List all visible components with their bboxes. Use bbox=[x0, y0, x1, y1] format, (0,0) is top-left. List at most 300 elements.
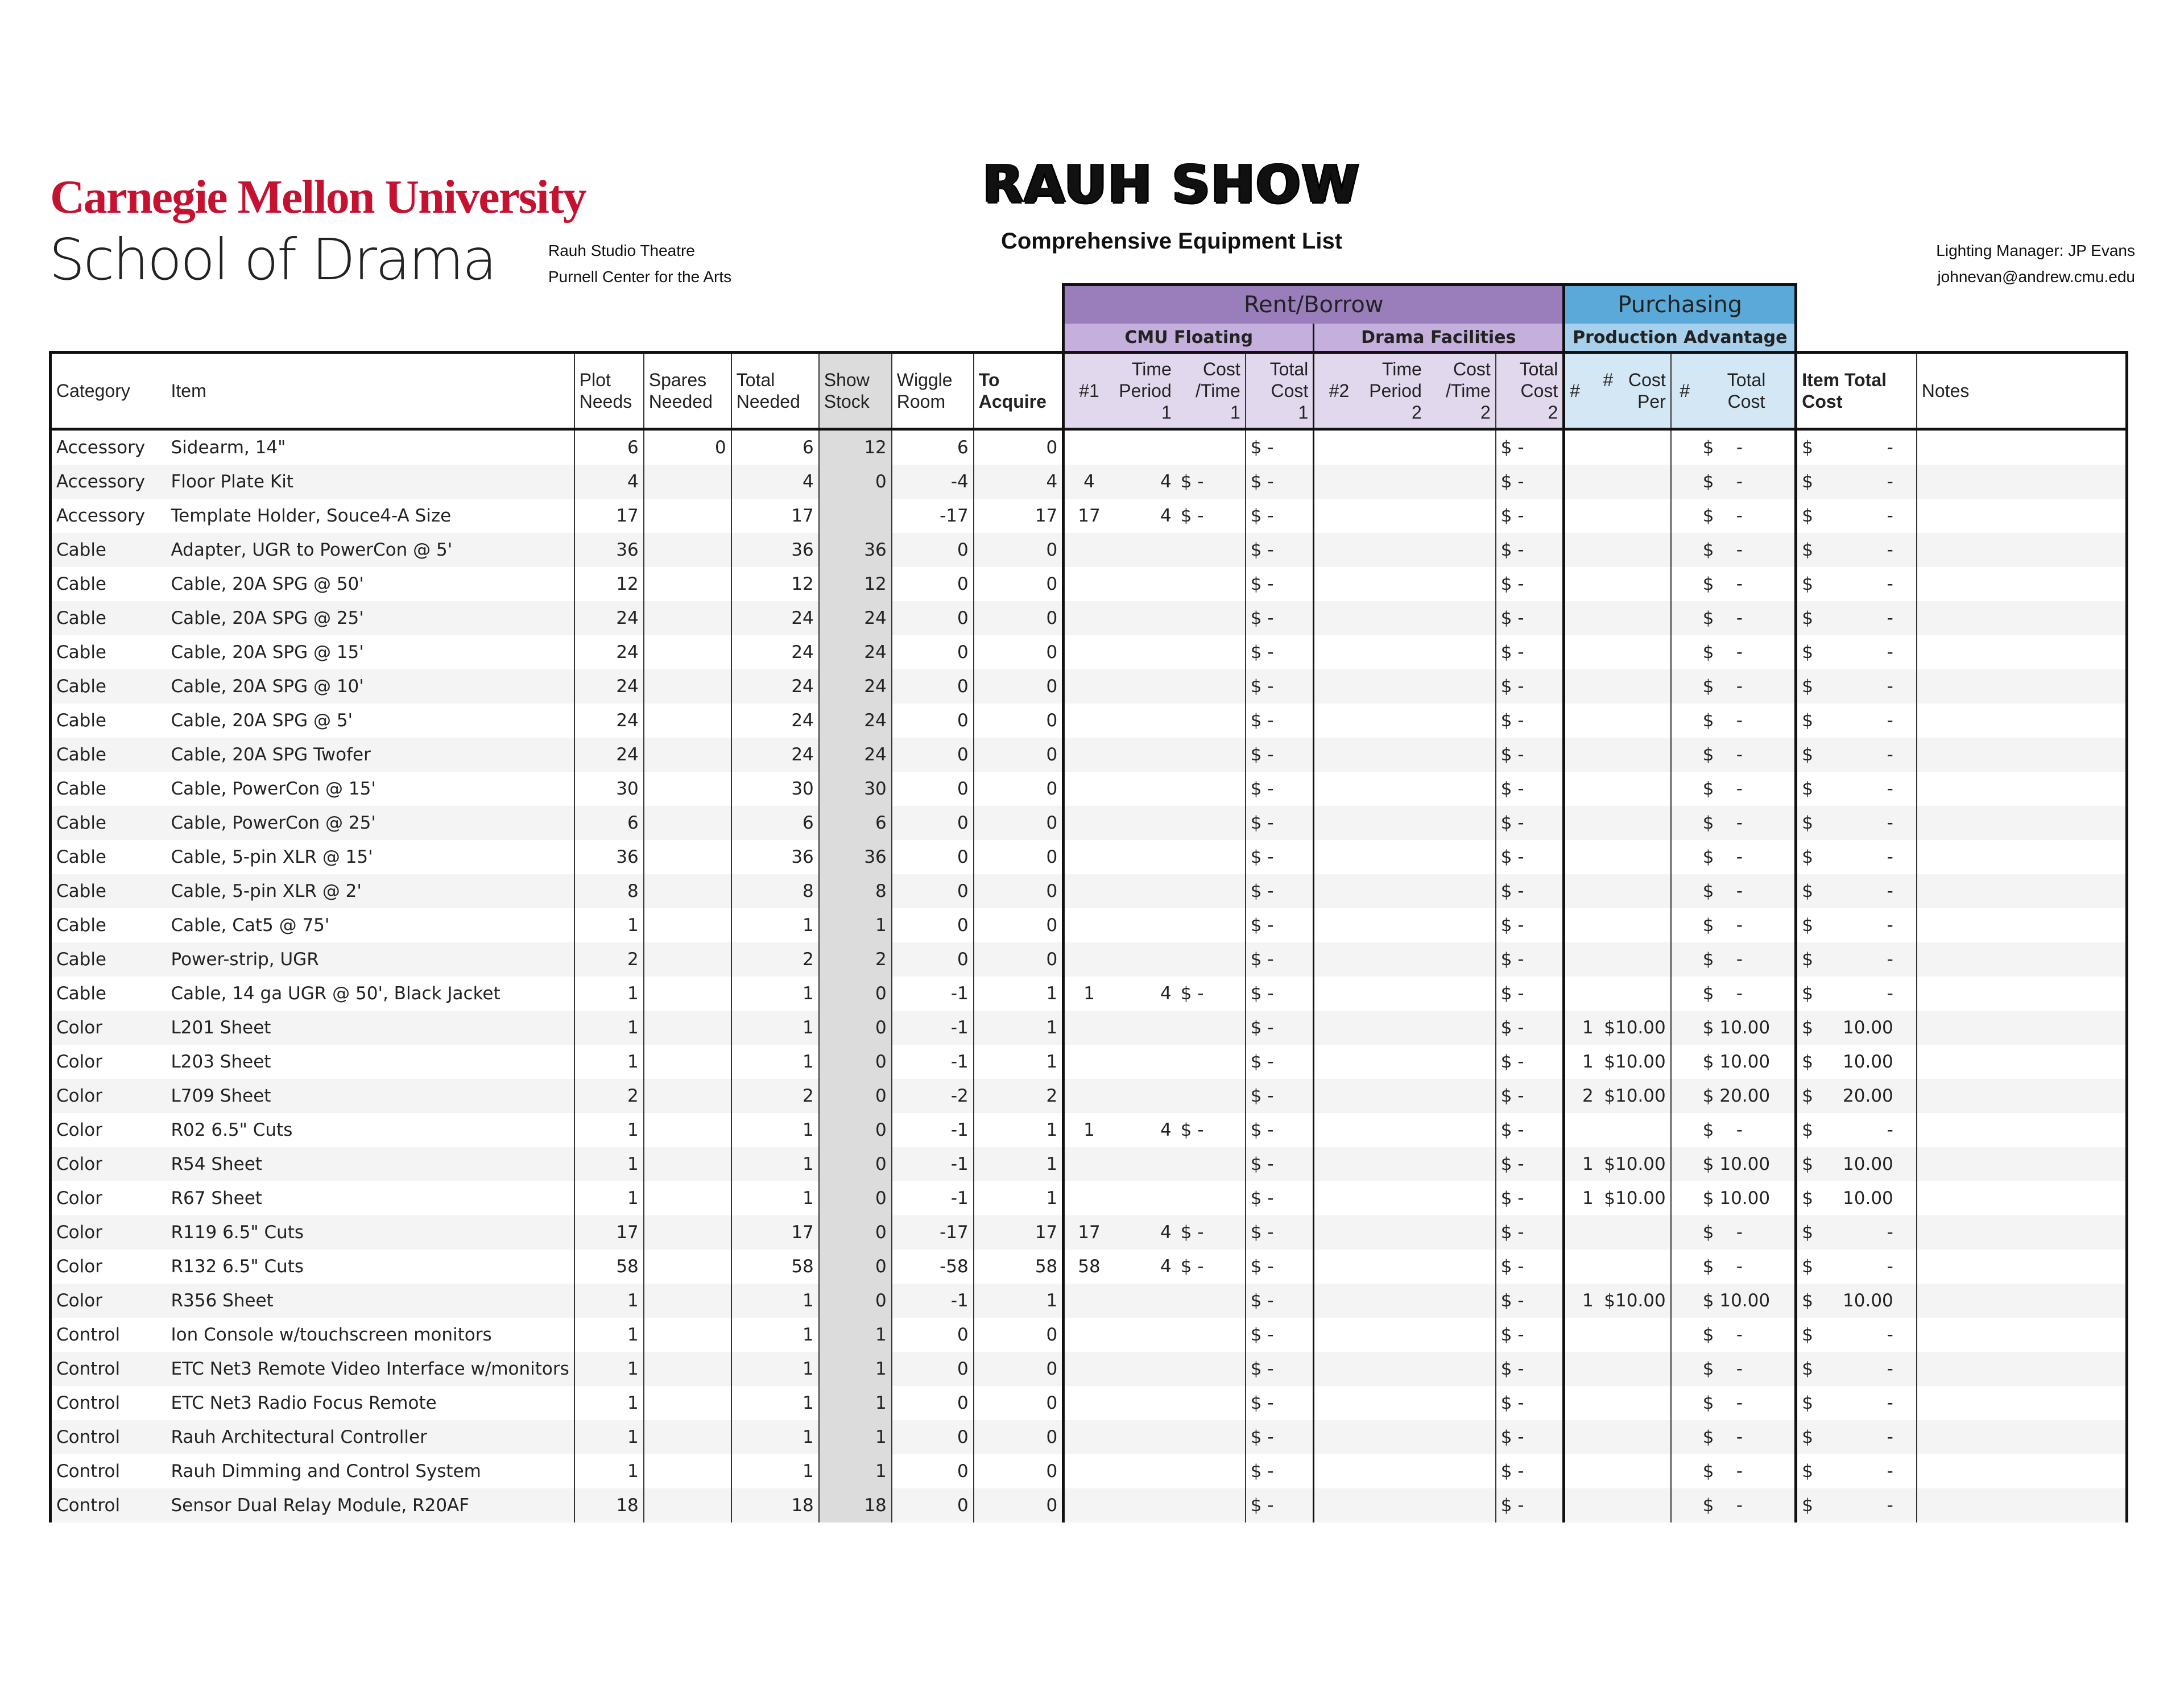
table-row[interactable] bbox=[51, 1045, 2127, 1079]
cell-purchase-total-cost[interactable]: $ - bbox=[1698, 1352, 1796, 1386]
cell-spares-needed[interactable] bbox=[644, 1079, 731, 1113]
cell-notes[interactable] bbox=[1917, 704, 2127, 738]
cell-cost-time-2[interactable] bbox=[1426, 567, 1496, 601]
cell-plot-needs[interactable]: 2 bbox=[574, 1079, 644, 1113]
cell-purchase-total-cost[interactable]: $ - bbox=[1698, 1318, 1796, 1352]
cell-total-cost-2[interactable]: $ - bbox=[1496, 738, 1564, 772]
cell-num2[interactable] bbox=[1314, 1386, 1364, 1420]
cell-to-acquire[interactable]: 0 bbox=[974, 772, 1064, 806]
cell-wiggle-room[interactable]: -4 bbox=[892, 465, 974, 499]
cell-to-acquire[interactable]: 58 bbox=[974, 1250, 1064, 1284]
cell-notes[interactable] bbox=[1917, 1488, 2127, 1522]
cell-purchase-total-cost[interactable]: $ - bbox=[1698, 465, 1796, 499]
cell-cost-time-2[interactable] bbox=[1426, 942, 1496, 977]
cell-item[interactable]: Cable, 5-pin XLR @ 15' bbox=[171, 847, 373, 867]
cell-purchase-num[interactable] bbox=[1564, 1113, 1598, 1147]
cell-item-total-cost[interactable] bbox=[1796, 465, 1917, 499]
cell-purchase-total-cost[interactable]: $ - bbox=[1698, 429, 1796, 465]
cell-to-acquire[interactable]: 0 bbox=[974, 704, 1064, 738]
cell-total-cost-1[interactable]: $ - bbox=[1246, 429, 1314, 465]
cell-show-stock[interactable]: 1 bbox=[819, 1386, 892, 1420]
cell-item[interactable]: ETC Net3 Remote Video Interface w/monitors bbox=[167, 1352, 574, 1386]
cell-item[interactable]: Rauh Dimming and Control System bbox=[171, 1461, 481, 1482]
cell-spares-needed[interactable] bbox=[644, 942, 731, 977]
cell-time-period-2[interactable] bbox=[1364, 1284, 1426, 1318]
cell-wiggle-room[interactable]: -58 bbox=[892, 1250, 974, 1284]
cell-item[interactable]: Cable, 14 ga UGR @ 50', Black Jacket bbox=[171, 983, 500, 1004]
cell-num1[interactable] bbox=[1064, 1454, 1114, 1488]
cell-purchase-num[interactable] bbox=[1564, 942, 1598, 977]
cell-num1[interactable] bbox=[1064, 635, 1114, 669]
cell-category[interactable]: Control bbox=[51, 1318, 167, 1352]
cell-item[interactable]: L201 Sheet bbox=[167, 1011, 574, 1045]
cell-purchase-num-2[interactable] bbox=[1671, 840, 1698, 874]
cell-total-cost-2[interactable]: $ - bbox=[1496, 942, 1564, 977]
cell-show-stock[interactable]: 0 bbox=[819, 1045, 892, 1079]
col-category[interactable]: Category bbox=[51, 353, 167, 429]
col-purchase-num[interactable]: # bbox=[1564, 353, 1598, 429]
cell-cost-time-2[interactable] bbox=[1426, 669, 1496, 704]
cell-show-stock[interactable]: 0 bbox=[819, 1215, 892, 1250]
cell-item[interactable]: R54 Sheet bbox=[167, 1147, 574, 1181]
cell-total-cost-1[interactable]: $ - bbox=[1246, 1488, 1314, 1522]
cell-purchase-total-cost[interactable]: $ - bbox=[1698, 738, 1796, 772]
cell-plot-needs[interactable]: 24 bbox=[574, 635, 644, 669]
cell-time-period-1[interactable] bbox=[1114, 840, 1176, 874]
cell-show-stock[interactable]: 12 bbox=[819, 429, 892, 465]
cell-purchase-num[interactable] bbox=[1564, 806, 1598, 840]
cell-total-cost-1[interactable]: $ - bbox=[1246, 499, 1314, 533]
cell-time-period-1[interactable]: 4 bbox=[1114, 465, 1176, 499]
cell-item-total-cost[interactable] bbox=[1796, 908, 1917, 942]
cell-purchase-num-2[interactable] bbox=[1671, 704, 1698, 738]
cell-notes[interactable] bbox=[1917, 429, 2127, 465]
cell-purchase-num[interactable] bbox=[1564, 567, 1598, 601]
cell-item-total-cost[interactable] bbox=[1796, 806, 1917, 840]
cell-purchase-num-2[interactable] bbox=[1671, 1352, 1698, 1386]
cell-cost-per[interactable] bbox=[1598, 1250, 1671, 1284]
table-row[interactable] bbox=[51, 669, 2127, 704]
cell-total-needed[interactable]: 6 bbox=[731, 429, 819, 465]
table-row[interactable] bbox=[51, 1181, 2127, 1215]
cell-cost-time-1[interactable] bbox=[1176, 840, 1246, 874]
cell-category[interactable]: Control bbox=[51, 1386, 167, 1420]
cell-plot-needs[interactable]: 36 bbox=[574, 533, 644, 567]
cell-num1[interactable] bbox=[1064, 601, 1114, 635]
cell-notes[interactable] bbox=[1917, 738, 2127, 772]
col-time-period-1[interactable]: Time Period 1 bbox=[1114, 353, 1176, 429]
cell-cost-time-2[interactable] bbox=[1426, 1215, 1496, 1250]
table-row[interactable] bbox=[51, 738, 2127, 772]
cell-category[interactable]: Cable bbox=[51, 942, 167, 977]
cell-cost-time-1[interactable] bbox=[1176, 1454, 1246, 1488]
cell-cost-time-2[interactable] bbox=[1426, 1079, 1496, 1113]
table-row[interactable] bbox=[51, 1318, 2127, 1352]
cell-show-stock[interactable]: 30 bbox=[819, 772, 892, 806]
cell-num1[interactable] bbox=[1064, 1045, 1114, 1079]
cell-num1[interactable] bbox=[1064, 704, 1114, 738]
cell-purchase-num[interactable] bbox=[1564, 908, 1598, 942]
cell-total-needed[interactable]: 1 bbox=[731, 1352, 819, 1386]
cell-time-period-2[interactable] bbox=[1364, 635, 1426, 669]
cell-num2[interactable] bbox=[1314, 772, 1364, 806]
cell-purchase-num[interactable]: 1 bbox=[1564, 1011, 1598, 1045]
cell-to-acquire[interactable]: 0 bbox=[974, 601, 1064, 635]
cell-category[interactable]: Color bbox=[51, 1113, 167, 1147]
cell-num2[interactable] bbox=[1314, 1352, 1364, 1386]
cell-show-stock[interactable]: 0 bbox=[819, 1284, 892, 1318]
cell-num1[interactable] bbox=[1064, 1420, 1114, 1454]
cell-cost-time-2[interactable] bbox=[1426, 1386, 1496, 1420]
cell-category[interactable]: Color bbox=[51, 1045, 167, 1079]
cell-num2[interactable] bbox=[1314, 1250, 1364, 1284]
cell-item-total-cost[interactable] bbox=[1796, 533, 1917, 567]
cell-total-cost-2[interactable]: $ - bbox=[1496, 533, 1564, 567]
cell-cost-time-2[interactable] bbox=[1426, 1045, 1496, 1079]
cell-cost-per[interactable] bbox=[1598, 1318, 1671, 1352]
cell-num1[interactable] bbox=[1064, 942, 1114, 977]
col-spares-needed[interactable]: Spares Needed bbox=[644, 353, 731, 429]
cell-to-acquire[interactable]: 4 bbox=[974, 465, 1064, 499]
cell-wiggle-room[interactable]: -1 bbox=[892, 977, 974, 1011]
cell-wiggle-room[interactable]: -1 bbox=[892, 1181, 974, 1215]
cell-purchase-num-2[interactable] bbox=[1671, 1147, 1698, 1181]
cell-time-period-1[interactable] bbox=[1114, 429, 1176, 465]
cell-notes[interactable] bbox=[1917, 1147, 2127, 1181]
cell-cost-per[interactable] bbox=[1598, 738, 1671, 772]
cell-purchase-total-cost[interactable]: $ 10.00 bbox=[1698, 1147, 1796, 1181]
cell-num1[interactable] bbox=[1064, 1386, 1114, 1420]
cell-num1[interactable]: 17 bbox=[1064, 1215, 1114, 1250]
cell-wiggle-room[interactable]: 0 bbox=[892, 908, 974, 942]
cell-spares-needed[interactable] bbox=[644, 1420, 731, 1454]
cell-to-acquire[interactable]: 0 bbox=[974, 738, 1064, 772]
cell-wiggle-room[interactable]: -1 bbox=[892, 1045, 974, 1079]
col-notes[interactable]: Notes bbox=[1917, 353, 2127, 429]
cell-cost-time-1[interactable] bbox=[1176, 942, 1246, 977]
cell-cost-per[interactable] bbox=[1598, 499, 1671, 533]
cell-cost-per[interactable] bbox=[1598, 874, 1671, 908]
cell-spares-needed[interactable] bbox=[644, 874, 731, 908]
cell-item[interactable]: Sensor Dual Relay Module, R20AF bbox=[167, 1488, 574, 1522]
cell-item[interactable]: Cable, 20A SPG @ 10' bbox=[167, 669, 574, 704]
cell-cost-time-2[interactable] bbox=[1426, 429, 1496, 465]
cell-category[interactable]: Cable bbox=[51, 533, 167, 567]
cell-time-period-2[interactable] bbox=[1364, 1420, 1426, 1454]
cell-num1[interactable]: 1 bbox=[1064, 977, 1114, 1011]
cell-purchase-total-cost[interactable]: $ - bbox=[1698, 499, 1796, 533]
cell-total-needed[interactable]: 4 bbox=[731, 465, 819, 499]
cell-purchase-num[interactable] bbox=[1564, 1454, 1598, 1488]
cell-purchase-num-2[interactable] bbox=[1671, 1079, 1698, 1113]
cell-total-needed[interactable]: 24 bbox=[731, 704, 819, 738]
cell-notes[interactable] bbox=[1917, 1420, 2127, 1454]
cell-total-cost-2[interactable]: $ - bbox=[1496, 1420, 1564, 1454]
cell-category[interactable]: Cable bbox=[51, 669, 167, 704]
cell-purchase-num-2[interactable] bbox=[1671, 1215, 1698, 1250]
cell-total-needed[interactable]: 18 bbox=[731, 1488, 819, 1522]
cell-num2[interactable] bbox=[1314, 1488, 1364, 1522]
cell-purchase-num-2[interactable] bbox=[1671, 1420, 1698, 1454]
cell-cost-time-2[interactable] bbox=[1426, 908, 1496, 942]
cell-wiggle-room[interactable]: 0 bbox=[892, 806, 974, 840]
cell-to-acquire[interactable]: 0 bbox=[974, 942, 1064, 977]
cell-purchase-total-cost[interactable]: $ - bbox=[1698, 806, 1796, 840]
cell-wiggle-room[interactable]: 0 bbox=[892, 1352, 974, 1386]
cell-notes[interactable] bbox=[1917, 1250, 2127, 1284]
col-total-needed[interactable]: Total Needed bbox=[731, 353, 819, 429]
cell-wiggle-room[interactable]: 0 bbox=[892, 567, 974, 601]
cell-cost-per[interactable]: $10.00 bbox=[1598, 1079, 1671, 1113]
cell-num2[interactable] bbox=[1314, 1147, 1364, 1181]
cell-time-period-2[interactable] bbox=[1364, 1079, 1426, 1113]
cell-wiggle-room[interactable]: 0 bbox=[892, 669, 974, 704]
cell-notes[interactable] bbox=[1917, 1318, 2127, 1352]
cell-cost-time-1[interactable]: $ - bbox=[1176, 1215, 1246, 1250]
cell-item-total-cost[interactable] bbox=[1796, 942, 1917, 977]
cell-time-period-1[interactable] bbox=[1114, 1147, 1176, 1181]
cell-purchase-num[interactable] bbox=[1564, 465, 1598, 499]
cell-time-period-1[interactable] bbox=[1114, 908, 1176, 942]
cell-num2[interactable] bbox=[1314, 874, 1364, 908]
cell-spares-needed[interactable] bbox=[644, 1181, 731, 1215]
cell-plot-needs[interactable]: 1 bbox=[574, 977, 644, 1011]
cell-num2[interactable] bbox=[1314, 1284, 1364, 1318]
cell-item-total-cost[interactable] bbox=[1796, 874, 1917, 908]
cell-num1[interactable] bbox=[1064, 908, 1114, 942]
cell-plot-needs[interactable]: 6 bbox=[574, 806, 644, 840]
cell-total-needed[interactable]: 36 bbox=[731, 533, 819, 567]
cell-total-cost-2[interactable]: $ - bbox=[1496, 1284, 1564, 1318]
cell-cost-per[interactable]: $10.00 bbox=[1598, 1147, 1671, 1181]
cell-purchase-num[interactable] bbox=[1564, 1318, 1598, 1352]
cell-cost-time-2[interactable] bbox=[1426, 704, 1496, 738]
cell-num2[interactable] bbox=[1314, 635, 1364, 669]
cell-purchase-num[interactable] bbox=[1564, 429, 1598, 465]
cell-time-period-1[interactable] bbox=[1114, 1420, 1176, 1454]
cell-notes[interactable] bbox=[1917, 908, 2127, 942]
cell-purchase-total-cost[interactable]: $ - bbox=[1698, 567, 1796, 601]
cell-show-stock[interactable]: 0 bbox=[819, 1113, 892, 1147]
cell-plot-needs[interactable]: 1 bbox=[574, 1454, 644, 1488]
cell-to-acquire[interactable]: 1 bbox=[974, 1045, 1064, 1079]
cell-purchase-total-cost[interactable]: $ - bbox=[1698, 1454, 1796, 1488]
cell-cost-time-2[interactable] bbox=[1426, 1420, 1496, 1454]
cell-to-acquire[interactable]: 1 bbox=[974, 977, 1064, 1011]
cell-time-period-2[interactable] bbox=[1364, 1011, 1426, 1045]
cell-total-cost-2[interactable]: $ - bbox=[1496, 1079, 1564, 1113]
cell-spares-needed[interactable] bbox=[644, 1215, 731, 1250]
cell-cost-time-1[interactable] bbox=[1176, 1011, 1246, 1045]
cell-item[interactable]: Ion Console w/touchscreen monitors bbox=[171, 1325, 492, 1345]
cell-time-period-1[interactable] bbox=[1114, 942, 1176, 977]
cell-num1[interactable] bbox=[1064, 1352, 1114, 1386]
cell-category[interactable]: Control bbox=[51, 1488, 167, 1522]
cell-cost-time-2[interactable] bbox=[1426, 806, 1496, 840]
cell-wiggle-room[interactable]: 0 bbox=[892, 1488, 974, 1522]
cell-time-period-2[interactable] bbox=[1364, 1352, 1426, 1386]
cell-category[interactable]: Cable bbox=[51, 704, 167, 738]
cell-category[interactable]: Control bbox=[51, 1352, 167, 1386]
table-row[interactable] bbox=[51, 772, 2127, 806]
cell-total-cost-1[interactable]: $ - bbox=[1246, 1420, 1314, 1454]
cell-purchase-num-2[interactable] bbox=[1671, 806, 1698, 840]
cell-category[interactable]: Cable bbox=[51, 806, 167, 840]
cell-time-period-1[interactable] bbox=[1114, 738, 1176, 772]
cell-cost-per[interactable] bbox=[1598, 533, 1671, 567]
cell-category[interactable]: Accessory bbox=[51, 429, 167, 465]
cell-wiggle-room[interactable]: 6 bbox=[892, 429, 974, 465]
cell-plot-needs[interactable]: 1 bbox=[574, 1147, 644, 1181]
cell-total-cost-2[interactable]: $ - bbox=[1496, 465, 1564, 499]
cell-plot-needs[interactable]: 1 bbox=[574, 1181, 644, 1215]
cell-purchase-num-2[interactable] bbox=[1671, 499, 1698, 533]
cell-cost-time-2[interactable] bbox=[1426, 1488, 1496, 1522]
cell-total-needed[interactable]: 24 bbox=[731, 635, 819, 669]
cell-cost-per[interactable] bbox=[1598, 567, 1671, 601]
cell-cost-time-1[interactable]: $ - bbox=[1180, 1120, 1204, 1140]
cell-num1[interactable]: 4 bbox=[1064, 465, 1114, 499]
cell-to-acquire[interactable]: 0 bbox=[974, 567, 1064, 601]
table-row[interactable] bbox=[51, 1215, 2127, 1250]
cell-total-needed[interactable]: 1 bbox=[731, 1318, 819, 1352]
cell-num1[interactable] bbox=[1064, 738, 1114, 772]
cell-spares-needed[interactable] bbox=[644, 1386, 731, 1420]
cell-cost-time-1[interactable] bbox=[1176, 874, 1246, 908]
cell-cost-time-1[interactable] bbox=[1176, 806, 1246, 840]
cell-category[interactable]: Color bbox=[51, 1284, 167, 1318]
cell-show-stock[interactable]: 0 bbox=[819, 1079, 892, 1113]
cell-total-cost-1[interactable]: $ - bbox=[1246, 1147, 1314, 1181]
cell-num1[interactable] bbox=[1064, 1488, 1114, 1522]
cell-item-total-cost[interactable] bbox=[1796, 840, 1917, 874]
cell-total-cost-2[interactable]: $ - bbox=[1496, 908, 1564, 942]
cell-category[interactable]: Accessory bbox=[51, 465, 167, 499]
cell-show-stock[interactable]: 0 bbox=[819, 465, 892, 499]
cell-time-period-1[interactable]: 4 bbox=[1160, 1120, 1172, 1140]
cell-to-acquire[interactable]: 0 bbox=[974, 635, 1064, 669]
cell-notes[interactable] bbox=[1917, 1113, 2127, 1147]
cell-show-stock[interactable]: 24 bbox=[819, 601, 892, 635]
cell-total-cost-1[interactable]: $ - bbox=[1246, 1352, 1314, 1386]
cell-time-period-1[interactable] bbox=[1114, 533, 1176, 567]
cell-notes[interactable] bbox=[1917, 874, 2127, 908]
cell-item[interactable]: Cable, 20A SPG @ 15' bbox=[171, 642, 364, 663]
cell-notes[interactable] bbox=[1917, 1352, 2127, 1386]
cell-cost-time-2[interactable] bbox=[1426, 1181, 1496, 1215]
cell-total-cost-2[interactable]: $ - bbox=[1496, 635, 1564, 669]
cell-total-needed[interactable]: 24 bbox=[731, 669, 819, 704]
cell-num2[interactable] bbox=[1314, 1181, 1364, 1215]
cell-plot-needs[interactable]: 12 bbox=[574, 567, 644, 601]
cell-spares-needed[interactable] bbox=[644, 1318, 731, 1352]
cell-to-acquire[interactable]: 17 bbox=[974, 1215, 1064, 1250]
cell-purchase-num[interactable] bbox=[1564, 1250, 1598, 1284]
cell-purchase-num-2[interactable] bbox=[1671, 874, 1698, 908]
cell-time-period-1[interactable] bbox=[1114, 1386, 1176, 1420]
cell-item-total-cost[interactable] bbox=[1796, 1284, 1917, 1318]
cell-wiggle-room[interactable]: -1 bbox=[892, 1284, 974, 1318]
cell-spares-needed[interactable] bbox=[644, 635, 731, 669]
cell-num2[interactable] bbox=[1314, 1454, 1364, 1488]
cell-total-cost-1[interactable]: $ - bbox=[1246, 874, 1314, 908]
cell-notes[interactable] bbox=[1917, 1386, 2127, 1420]
cell-to-acquire[interactable]: 1 bbox=[974, 1113, 1064, 1147]
cell-purchase-num-2[interactable] bbox=[1671, 1045, 1698, 1079]
cell-total-cost-1[interactable]: $ - bbox=[1246, 942, 1314, 977]
cell-to-acquire[interactable]: 0 bbox=[974, 1386, 1064, 1420]
cell-plot-needs[interactable]: 24 bbox=[574, 704, 644, 738]
cell-notes[interactable] bbox=[1917, 499, 2127, 533]
cell-cost-time-1[interactable] bbox=[1176, 772, 1246, 806]
cell-purchase-num-2[interactable] bbox=[1671, 1011, 1698, 1045]
cell-cost-time-1[interactable] bbox=[1176, 533, 1246, 567]
cell-time-period-1[interactable]: 4 bbox=[1160, 1256, 1172, 1277]
cell-total-cost-2[interactable]: $ - bbox=[1496, 772, 1564, 806]
cell-cost-time-2[interactable] bbox=[1426, 1147, 1496, 1181]
cell-purchase-total-cost[interactable]: $ - bbox=[1698, 1420, 1796, 1454]
cell-purchase-num-2[interactable] bbox=[1671, 429, 1698, 465]
cell-cost-time-2[interactable] bbox=[1426, 840, 1496, 874]
cell-num1[interactable] bbox=[1064, 874, 1114, 908]
cell-total-cost-2[interactable]: $ - bbox=[1496, 1386, 1564, 1420]
cell-spares-needed[interactable] bbox=[644, 738, 731, 772]
cell-total-cost-2[interactable]: $ - bbox=[1496, 1215, 1564, 1250]
cell-purchase-num-2[interactable] bbox=[1671, 465, 1698, 499]
table-row[interactable] bbox=[51, 1352, 2127, 1386]
cell-show-stock[interactable]: 0 bbox=[819, 1250, 892, 1284]
cell-total-cost-1[interactable]: $ - bbox=[1246, 635, 1314, 669]
cell-num2[interactable] bbox=[1314, 840, 1364, 874]
cell-item[interactable]: Cable, 20A SPG @ 50' bbox=[171, 574, 364, 594]
cell-cost-time-1[interactable] bbox=[1176, 908, 1246, 942]
cell-time-period-1[interactable] bbox=[1114, 1181, 1176, 1215]
cell-num1[interactable] bbox=[1064, 1181, 1114, 1215]
table-row[interactable] bbox=[51, 1454, 2127, 1488]
cell-notes[interactable] bbox=[1917, 669, 2127, 704]
cell-item-total-cost[interactable] bbox=[1796, 1420, 1917, 1454]
cell-spares-needed[interactable] bbox=[644, 567, 731, 601]
cell-to-acquire[interactable]: 0 bbox=[974, 1352, 1064, 1386]
cell-time-period-2[interactable] bbox=[1364, 874, 1426, 908]
cell-cost-time-1[interactable]: $ - bbox=[1180, 1256, 1204, 1277]
cell-total-needed[interactable]: 8 bbox=[731, 874, 819, 908]
table-row[interactable] bbox=[51, 908, 2127, 942]
cell-item[interactable]: R02 6.5" Cuts bbox=[171, 1120, 293, 1140]
cell-purchase-num-2[interactable] bbox=[1671, 1181, 1698, 1215]
cell-cost-per[interactable] bbox=[1598, 1386, 1671, 1420]
cell-to-acquire[interactable]: 0 bbox=[974, 1318, 1064, 1352]
cell-total-cost-1[interactable]: $ - bbox=[1246, 1250, 1314, 1284]
cell-time-period-1[interactable] bbox=[1114, 1011, 1176, 1045]
cell-total-cost-2[interactable]: $ - bbox=[1496, 1045, 1564, 1079]
cell-purchase-num-2[interactable] bbox=[1671, 772, 1698, 806]
cell-total-cost-1[interactable]: $ - bbox=[1246, 669, 1314, 704]
cell-spares-needed[interactable] bbox=[644, 499, 731, 533]
cell-plot-needs[interactable]: 36 bbox=[574, 840, 644, 874]
cell-purchase-num[interactable] bbox=[1564, 1215, 1598, 1250]
cell-wiggle-room[interactable]: -1 bbox=[892, 1011, 974, 1045]
cell-category[interactable]: Control bbox=[51, 1454, 167, 1488]
cell-purchase-num[interactable] bbox=[1564, 1352, 1598, 1386]
cell-time-period-2[interactable] bbox=[1364, 465, 1426, 499]
cell-purchase-num[interactable]: 1 bbox=[1564, 1181, 1598, 1215]
cell-num2[interactable] bbox=[1314, 1318, 1364, 1352]
cell-time-period-2[interactable] bbox=[1364, 567, 1426, 601]
cell-total-needed[interactable]: 58 bbox=[731, 1250, 819, 1284]
cell-time-period-1[interactable] bbox=[1114, 806, 1176, 840]
cell-num2[interactable] bbox=[1314, 1113, 1364, 1147]
